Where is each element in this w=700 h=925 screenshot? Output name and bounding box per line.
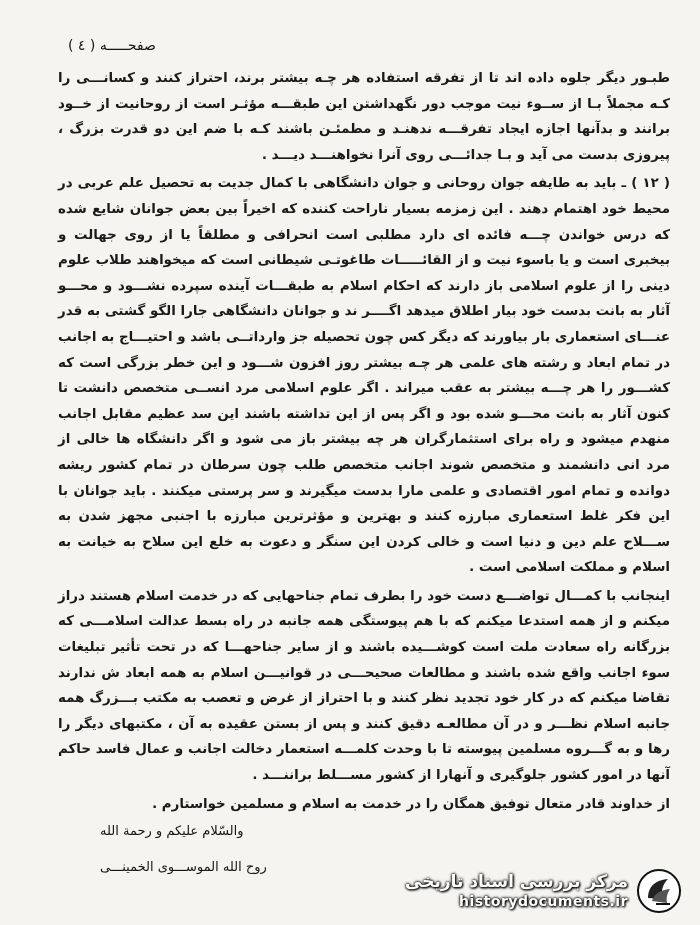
salutation: والسّلام علیکم و رحمة الله [100,824,244,839]
document-body [58,66,670,817]
watermark-text [405,871,628,911]
signature: روح الله الموســـوی الخمینـــی [100,860,267,875]
closing-paragraph: از خداوند قادر متعال توفیق همگان را در خدمت به اسلام و مسلمین خواستارم . [152,796,670,812]
paragraph-2: ( ١٢ ) ـ باید به طایفه جوان روحانی و جوان دانشگاهی با کمال جدیت به تحصیل علم عربی در محیط خود اهتمام دهند . این زمزمه بسیار ناراحت کننده که اخیراً بین بعض جوانان شایع شده که درس خواندن چـــه فائده ای دارد مطلبی است انحرافی و مطلقاً یا از روی جهالت و بیخبری است و یا باسوء نیت و از القائـــــات طاغوتـی شیطانی است که میخواهند طلاب علوم دینی را از علوم اسلامی باز دارند که احکام اسلام به طبقـــات آینده سپرده نشـــود و محـــو آثار به بانت بدست خود بیار اطلاق میدهد اگــــر ند و جوانان دانشگاهی جارا الگو گشتی به قدر عنـــای استعماری بار بیاورند که دیگر کس چون تحصیله جز وارداتــی باشد و احتیـــاج به اجانب در تمام ابعاد و رشته های علمی هر چـه بیشتر روز افزون شـــود و این خطر بزرگی است که کشـــور را هر چـــه بیشتر به عقب میراند . اگر علوم اسلامی مرد انســی متخصص دانشت تا کنون آثار به بانت محـــو شده بود و اگر پس از این تداشته باشند این سد عظیم مقابل اجانب منهدم میشود و راه برای استثمارگران هر چه بیشتر باز می شود و اگر دانشگاه ها خالی از مرد انی دانشمند و متخصص شوند اجانب متخصص طلب چون سرطان در تمام کشور ریشه دوانده و تمام امور اقتصادی و علمی مارا بدست میگیرند و سر پرستی میکنند . باید جوانان با این فکر غلط استعماری مبارزه کنند و بهترین و مؤثرترین مبارزه با اجنبی مجهز شدن به ســـلاح علم دین و دنیا است و خالی کردن این سنگر و دعوت به خلع این سلاح به خیانت به اسلام و مملکت اسلامی است . [58,176,670,576]
watermark-title: مرکز بررسی اسناد تاریخی [405,872,628,892]
page-number: صفحـــــه ( ٤ ) [68,38,156,54]
paragraph-1: طبـور دیگر جلوه داده اند تا از تفرقه استفاده هر چـه بیشتر برند، احتراز کنند و کسانـــی را کـه مجملاً بـا از ســوء نیت موجب دور نگهداشتن این طبقـــه مؤثـر است از روحانیت از خــود برانند و بدآنها اجازه ایجاد تفرقـــه ندهنـد و مطمئـن باشند کـه با ضم این دو قدرت بزرگ ، پیروزی بدست می آید و بـا جدائـــی روی آنرا نخواهنـــد دیـــد . [58,71,670,163]
archive-logo-icon [636,868,682,914]
watermark [402,867,682,915]
watermark-url: historydocuments.ir [459,894,628,910]
paragraph-3: اینجانب با کمـــال تواضـــع دست خود را بطرف تمام جناحهایی که در خدمت اسلام هستند دراز میکنم و از همه استدعا میکنم که با هم پیوستگی همه جانبه در راه بسط عدالت اسلامـــی که بزرگانه راه سعادت ملت است کوشـــیده باشند و از سایر جناحهـــا که در تحت تأثیر تبلیغات سوء اجانب واقع شده باشند و مطالعات صحیحـــی در قوانیـــن اسلام به همه ابعاد ش ندارند تقاضا میکنم که در کار خود تجدید نظر کنند و با احتراز از غرض و تعصب به مکتب بـــزرگ همه جانبه اسلام نظـــر و در آن مطالعـه دقیق کنند و پس از بستن عقیده به آن ، مکتبهای دیگر را رها و به گـــروه مسلمین پیوسته تا با وحدت کلمـــه استعمار دخالت اجانب و عمال فاسد حاکم آنها در امور کشور جلوگیری و آنهارا از کشور مســـلط براننـــد . [58,588,670,784]
